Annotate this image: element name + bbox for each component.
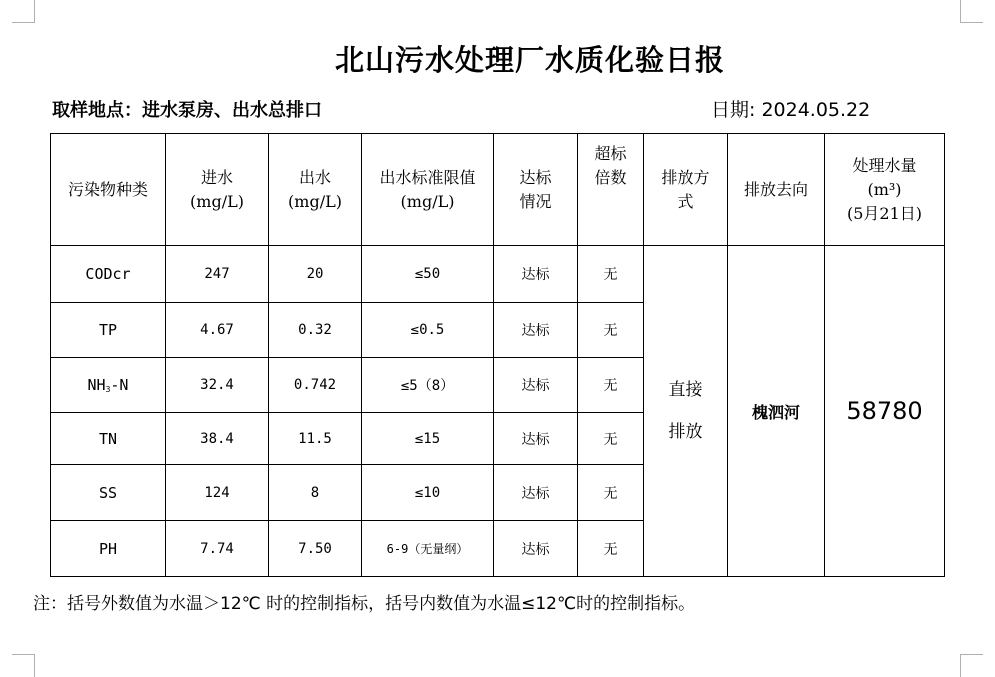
header-compliance-line2: 情况 (519, 191, 552, 211)
compliance-status: 达标 (494, 465, 578, 521)
treated-volume: 58780 (825, 246, 945, 577)
header-compliance (494, 134, 578, 246)
influent-value: 38.4 (166, 413, 269, 465)
header-compliance-line1: 达标 (519, 167, 552, 187)
header-method (644, 134, 728, 246)
header-influent-unit: (mg/L) (190, 191, 244, 211)
header-effluent-label: 出水 (298, 167, 331, 187)
compliance-status: 达标 (494, 358, 578, 413)
header-limit-unit: (mg/L) (400, 191, 455, 211)
exceed-multiple: 无 (578, 465, 644, 521)
header-exceed (578, 134, 644, 246)
limit-value: ≤5（8） (362, 358, 494, 413)
discharge-method-line1: 直接 (668, 380, 703, 400)
header-method-line1: 排放方 (661, 167, 710, 187)
limit-value: ≤50 (362, 246, 494, 303)
influent-value: 32.4 (166, 358, 269, 413)
compliance-status: 达标 (494, 303, 578, 358)
effluent-value: 0.742 (269, 358, 362, 413)
header-exceed-line2: 倍数 (594, 168, 627, 187)
header-effluent (269, 134, 362, 246)
header-method-line2: 式 (677, 191, 694, 211)
pollutant-name: TP (51, 303, 166, 358)
header-influent (166, 134, 269, 246)
crop-mark-bottom-right (960, 654, 983, 677)
header-row (51, 134, 945, 246)
report-title: 北山污水处理厂水质化验日报 (334, 43, 725, 77)
crop-mark-top-left (12, 0, 35, 23)
exceed-multiple: 无 (578, 413, 644, 465)
exceed-multiple: 无 (578, 246, 644, 303)
influent-value: 247 (166, 246, 269, 303)
header-exceed-line1: 超标 (594, 144, 627, 163)
header-limit-label: 出水标准限值 (379, 167, 476, 187)
header-volume-label: 处理水量 (852, 155, 917, 175)
footnote: 注：括号外数值为水温＞12℃ 时的控制指标，括号内数值为水温≤12℃时的控制指标。 (33, 594, 696, 614)
exceed-multiple: 无 (578, 521, 644, 577)
header-volume-date: (5月21日) (846, 203, 923, 223)
limit-value: ≤10 (362, 465, 494, 521)
limit-value: ≤15 (362, 413, 494, 465)
water-quality-table (50, 133, 945, 577)
influent-value: 124 (166, 465, 269, 521)
table-row (51, 246, 945, 303)
pollutant-name: CODcr (51, 246, 166, 303)
crop-mark-bottom-left (12, 654, 35, 677)
effluent-value: 20 (269, 246, 362, 303)
discharge-destination: 槐泗河 (728, 246, 825, 577)
exceed-multiple: 无 (578, 303, 644, 358)
compliance-status: 达标 (494, 246, 578, 303)
effluent-value: 0.32 (269, 303, 362, 358)
header-pollutant: 污染物种类 (51, 134, 166, 246)
effluent-value: 8 (269, 465, 362, 521)
pollutant-name: SS (51, 465, 166, 521)
pollutant-name: PH (51, 521, 166, 577)
pollutant-name-main: NH (87, 376, 106, 394)
limit-value: ≤0.5 (362, 303, 494, 358)
effluent-value: 7.50 (269, 521, 362, 577)
limit-value: 6-9（无量纲） (362, 521, 494, 577)
header-effluent-unit: (mg/L) (288, 191, 342, 211)
sampling-location: 取样地点：进水泵房、出水总排口 (52, 100, 322, 121)
header-volume (825, 134, 945, 246)
header-volume-unit: (m³) (867, 179, 902, 199)
exceed-multiple: 无 (578, 358, 644, 413)
discharge-method (644, 246, 728, 577)
header-limit (362, 134, 494, 246)
header-destination: 排放去向 (728, 134, 825, 246)
pollutant-name: TN (51, 413, 166, 465)
header-influent-label: 进水 (200, 167, 233, 187)
effluent-value: 11.5 (269, 413, 362, 465)
discharge-method-line2: 排放 (668, 422, 703, 442)
pollutant-name (51, 358, 166, 413)
influent-value: 7.74 (166, 521, 269, 577)
influent-value: 4.67 (166, 303, 269, 358)
crop-mark-top-right (960, 0, 983, 23)
pollutant-name-tail: -N (110, 376, 129, 394)
report-date: 日期: 2024.05.22 (711, 99, 871, 121)
compliance-status: 达标 (494, 413, 578, 465)
compliance-status: 达标 (494, 521, 578, 577)
pollutant-name-subscript: 3 (105, 385, 111, 394)
